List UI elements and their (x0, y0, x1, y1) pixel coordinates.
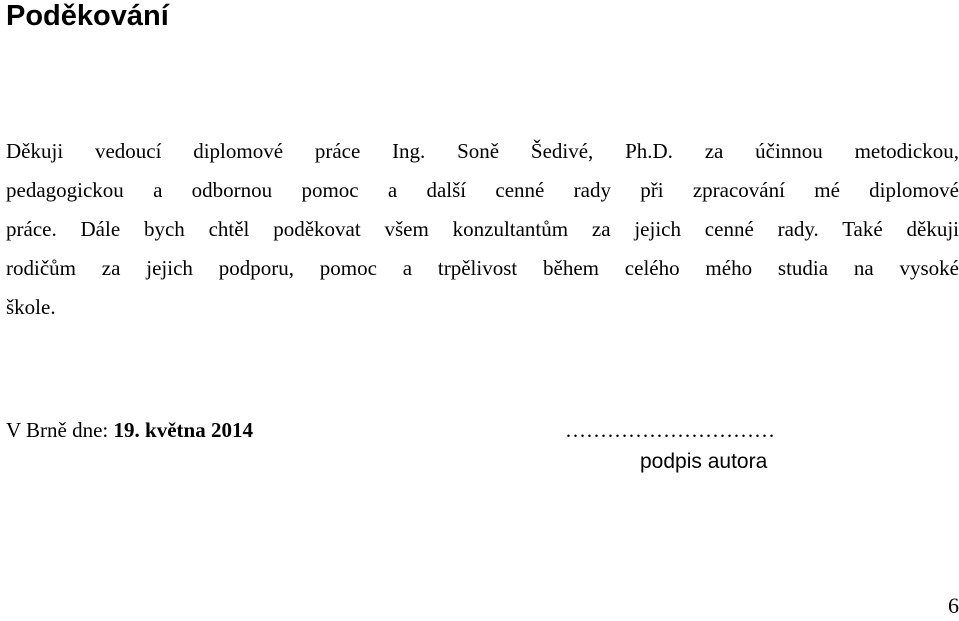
paragraph-line: škole. (6, 295, 56, 319)
place-date-line (6, 415, 253, 445)
page-number: 6 (948, 593, 959, 618)
acknowledgement-paragraph (6, 132, 959, 327)
signature-line: ………………………… (565, 418, 775, 442)
paragraph-line: Děkuji vedoucí diplomové práce Ing. Soně Šedivé, Ph.D. za účinnou metodickou, (6, 139, 959, 163)
place-label: V Brně dne: (6, 418, 114, 442)
paragraph-line: rodičům za jejich podporu, pomoc a trpělivost během celého mého studia na vysoké (6, 256, 959, 280)
paragraph-line: práce. Dále bych chtěl poděkovat všem konzultantům za jejich cenné rady. Také děkuji (6, 217, 959, 241)
date-value: 19. května 2014 (113, 418, 253, 442)
paragraph-line: pedagogickou a odbornou pomoc a další cenné rady při zpracování mé diplomové (6, 178, 959, 202)
page-heading: Poděkování (6, 0, 169, 32)
signature-caption: podpis autora (640, 450, 768, 473)
